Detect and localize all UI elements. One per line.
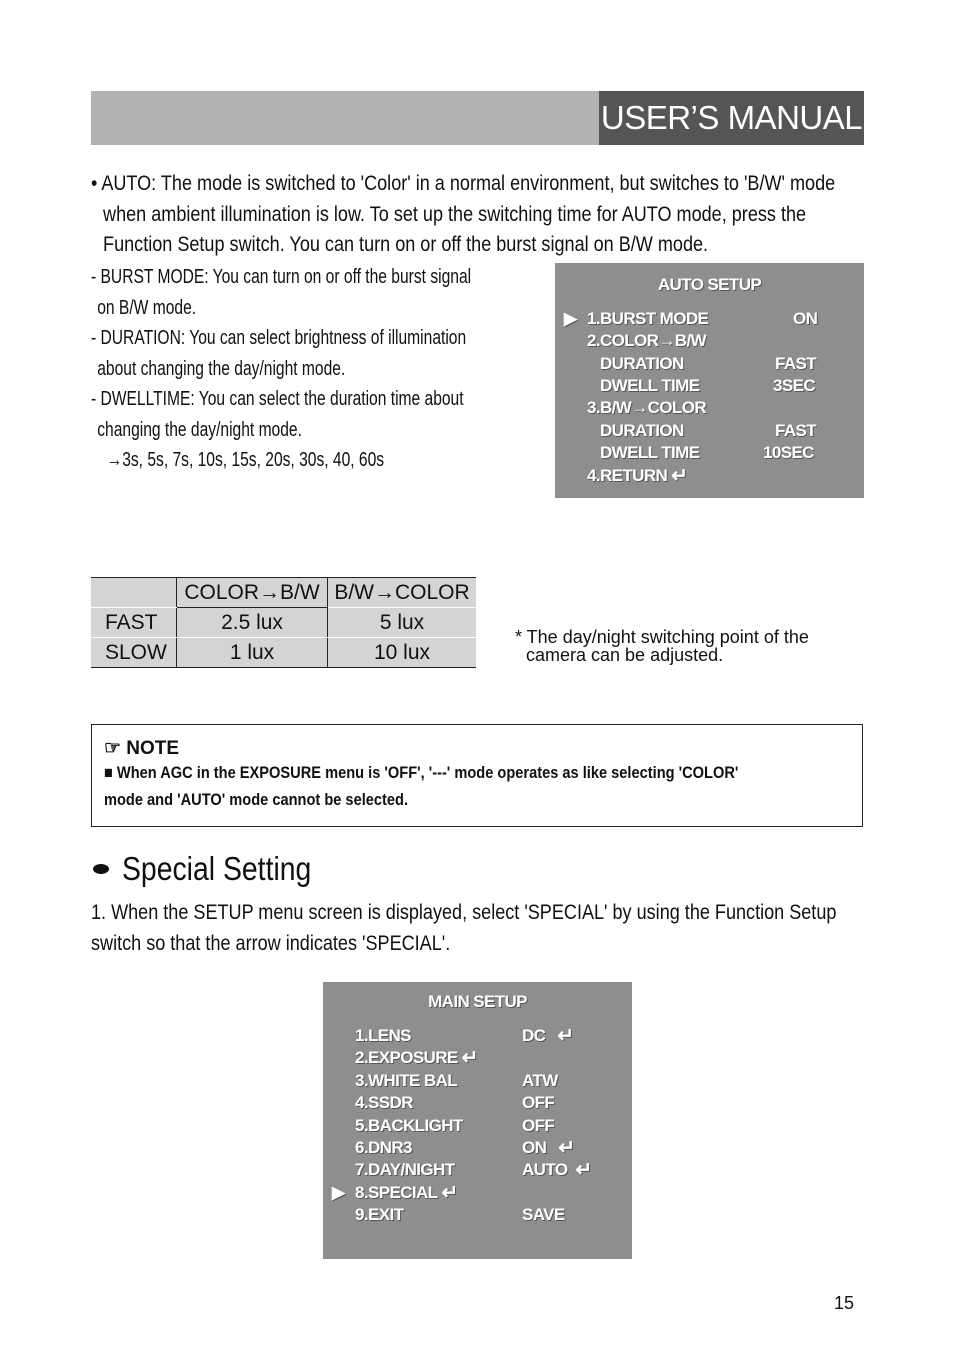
menu-item-value-with-icon xyxy=(522,1138,574,1158)
menu-item-label: 4.RETURN xyxy=(587,466,668,485)
menu-item-label[interactable]: 6.DNR3 xyxy=(355,1138,412,1157)
step-line: switch so that the arrow indicates 'SPECIAL'. xyxy=(91,931,451,955)
menu-item-value: 3SEC xyxy=(773,376,816,395)
note-line: ■ When AGC in the EXPOSURE menu is 'OFF', '---' mode operates as like selecting 'COLOR' xyxy=(104,763,739,782)
table-header-cell xyxy=(91,578,177,608)
menu-item-value: ATW xyxy=(522,1071,558,1090)
menu-item-label[interactable]: 3.WHITE BAL xyxy=(355,1071,458,1090)
footnote-line: * The day/night switching point of the xyxy=(515,627,809,647)
desc-line: changing the day/night mode. xyxy=(97,418,302,441)
intro-paragraph xyxy=(91,169,835,261)
menu-item-return[interactable] xyxy=(587,466,687,486)
table-cell: SLOW xyxy=(91,638,177,668)
table-cell: 10 lux xyxy=(328,638,477,668)
intro-line: • AUTO: The mode is switched to 'Color' in a normal environment, but switches to 'B/W' mode xyxy=(91,172,836,195)
main-setup-menu xyxy=(323,982,632,1259)
menu-item-value: ON xyxy=(522,1138,547,1157)
intro-line: when ambient illumination is low. To set up the switching time for AUTO mode, press the xyxy=(103,202,807,226)
table-cell: 2.5 lux xyxy=(177,608,328,638)
menu-item-value: OFF xyxy=(522,1093,555,1112)
table-cell: FAST xyxy=(91,608,177,638)
menu-item-label[interactable]: DURATION xyxy=(600,354,684,373)
desc-line: →3s, 5s, 7s, 10s, 15s, 20s, 30s, 40, 60s xyxy=(106,449,385,471)
desc-line: on B/W mode. xyxy=(97,296,197,319)
desc-line: about changing the day/night mode. xyxy=(97,357,346,380)
menu-item-label: 8.SPECIAL xyxy=(355,1183,438,1202)
menu-item-value-with-icon xyxy=(522,1026,574,1046)
menu-item-value: ON xyxy=(793,309,818,328)
enter-icon: ↵ xyxy=(441,1182,458,1204)
menu-item-label[interactable]: DWELL TIME xyxy=(600,376,700,395)
enter-icon: ↵ xyxy=(558,1137,575,1159)
table-header-cell: COLOR→B/W xyxy=(177,578,328,608)
menu-item-special[interactable] xyxy=(355,1183,458,1203)
note-line: mode and 'AUTO' mode cannot be selected. xyxy=(104,790,409,809)
menu-item-value: FAST xyxy=(775,421,817,440)
menu-item-label[interactable]: 3.B/W→COLOR xyxy=(587,398,707,417)
step-line: 1. When the SETUP menu screen is displayed, select 'SPECIAL' by using the Function Setup xyxy=(91,901,837,924)
desc-line: - DWELLTIME: You can select the duration time about xyxy=(91,388,464,410)
enter-icon: ↵ xyxy=(557,1025,574,1047)
lux-table xyxy=(91,577,476,668)
setting-descriptions xyxy=(91,262,471,476)
menu-item-value: AUTO xyxy=(522,1160,568,1179)
note-text xyxy=(104,759,738,813)
menu-item-label[interactable]: 2.COLOR→B/W xyxy=(587,331,707,350)
menu-item-value: SAVE xyxy=(522,1205,565,1224)
cursor-arrow: ▶ xyxy=(332,1183,345,1202)
footnote-line: camera can be adjusted. xyxy=(526,645,724,665)
menu-item-label[interactable]: 1.BURST MODE xyxy=(587,309,709,328)
menu-item-label: 2.EXPOSURE xyxy=(355,1048,458,1067)
menu-item-value: 10SEC xyxy=(763,443,814,462)
footnote xyxy=(515,628,809,664)
auto-setup-menu xyxy=(555,263,864,498)
menu-item-label[interactable]: DWELL TIME xyxy=(600,443,700,462)
menu-item-label[interactable]: 4.SSDR xyxy=(355,1093,413,1112)
enter-icon: ↵ xyxy=(575,1159,592,1181)
section-title: Special Setting xyxy=(122,850,312,887)
menu-item-value: DC xyxy=(522,1026,546,1045)
cursor-arrow: ▶ xyxy=(564,309,577,328)
table-header-cell: B/W→COLOR xyxy=(328,578,477,608)
section-bullet-icon xyxy=(93,864,109,874)
note-heading: ☞ NOTE xyxy=(104,738,180,759)
page-number: 15 xyxy=(834,1293,855,1313)
menu-item-value-with-icon xyxy=(522,1160,592,1180)
enter-icon: ↵ xyxy=(461,1047,478,1069)
header-title: USER’S MANUAL xyxy=(599,91,864,145)
step-paragraph xyxy=(91,898,836,959)
menu-item-value: OFF xyxy=(522,1116,555,1135)
desc-line: - BURST MODE: You can turn on or off the burst signal xyxy=(91,266,472,288)
menu-item-label[interactable]: 5.BACKLIGHT xyxy=(355,1116,463,1135)
menu-item-label[interactable]: DURATION xyxy=(600,421,684,440)
desc-line: - DURATION: You can select brightness of illumination xyxy=(91,327,467,349)
table-cell: 1 lux xyxy=(177,638,328,668)
auto-setup-title: AUTO SETUP xyxy=(657,275,762,294)
table-cell: 5 lux xyxy=(328,608,477,638)
menu-item-value: FAST xyxy=(775,354,817,373)
menu-item-exposure[interactable] xyxy=(355,1048,478,1068)
intro-line: Function Setup switch. You can turn on or off the burst signal on B/W mode. xyxy=(103,233,709,256)
main-setup-title: MAIN SETUP xyxy=(428,992,527,1011)
menu-item-label[interactable]: 1.LENS xyxy=(355,1026,411,1045)
note-box xyxy=(91,724,863,827)
menu-item-label[interactable]: 9.EXIT xyxy=(355,1205,404,1224)
menu-item-label[interactable]: 7.DAY/NIGHT xyxy=(355,1160,455,1179)
enter-icon: ↵ xyxy=(671,465,688,487)
